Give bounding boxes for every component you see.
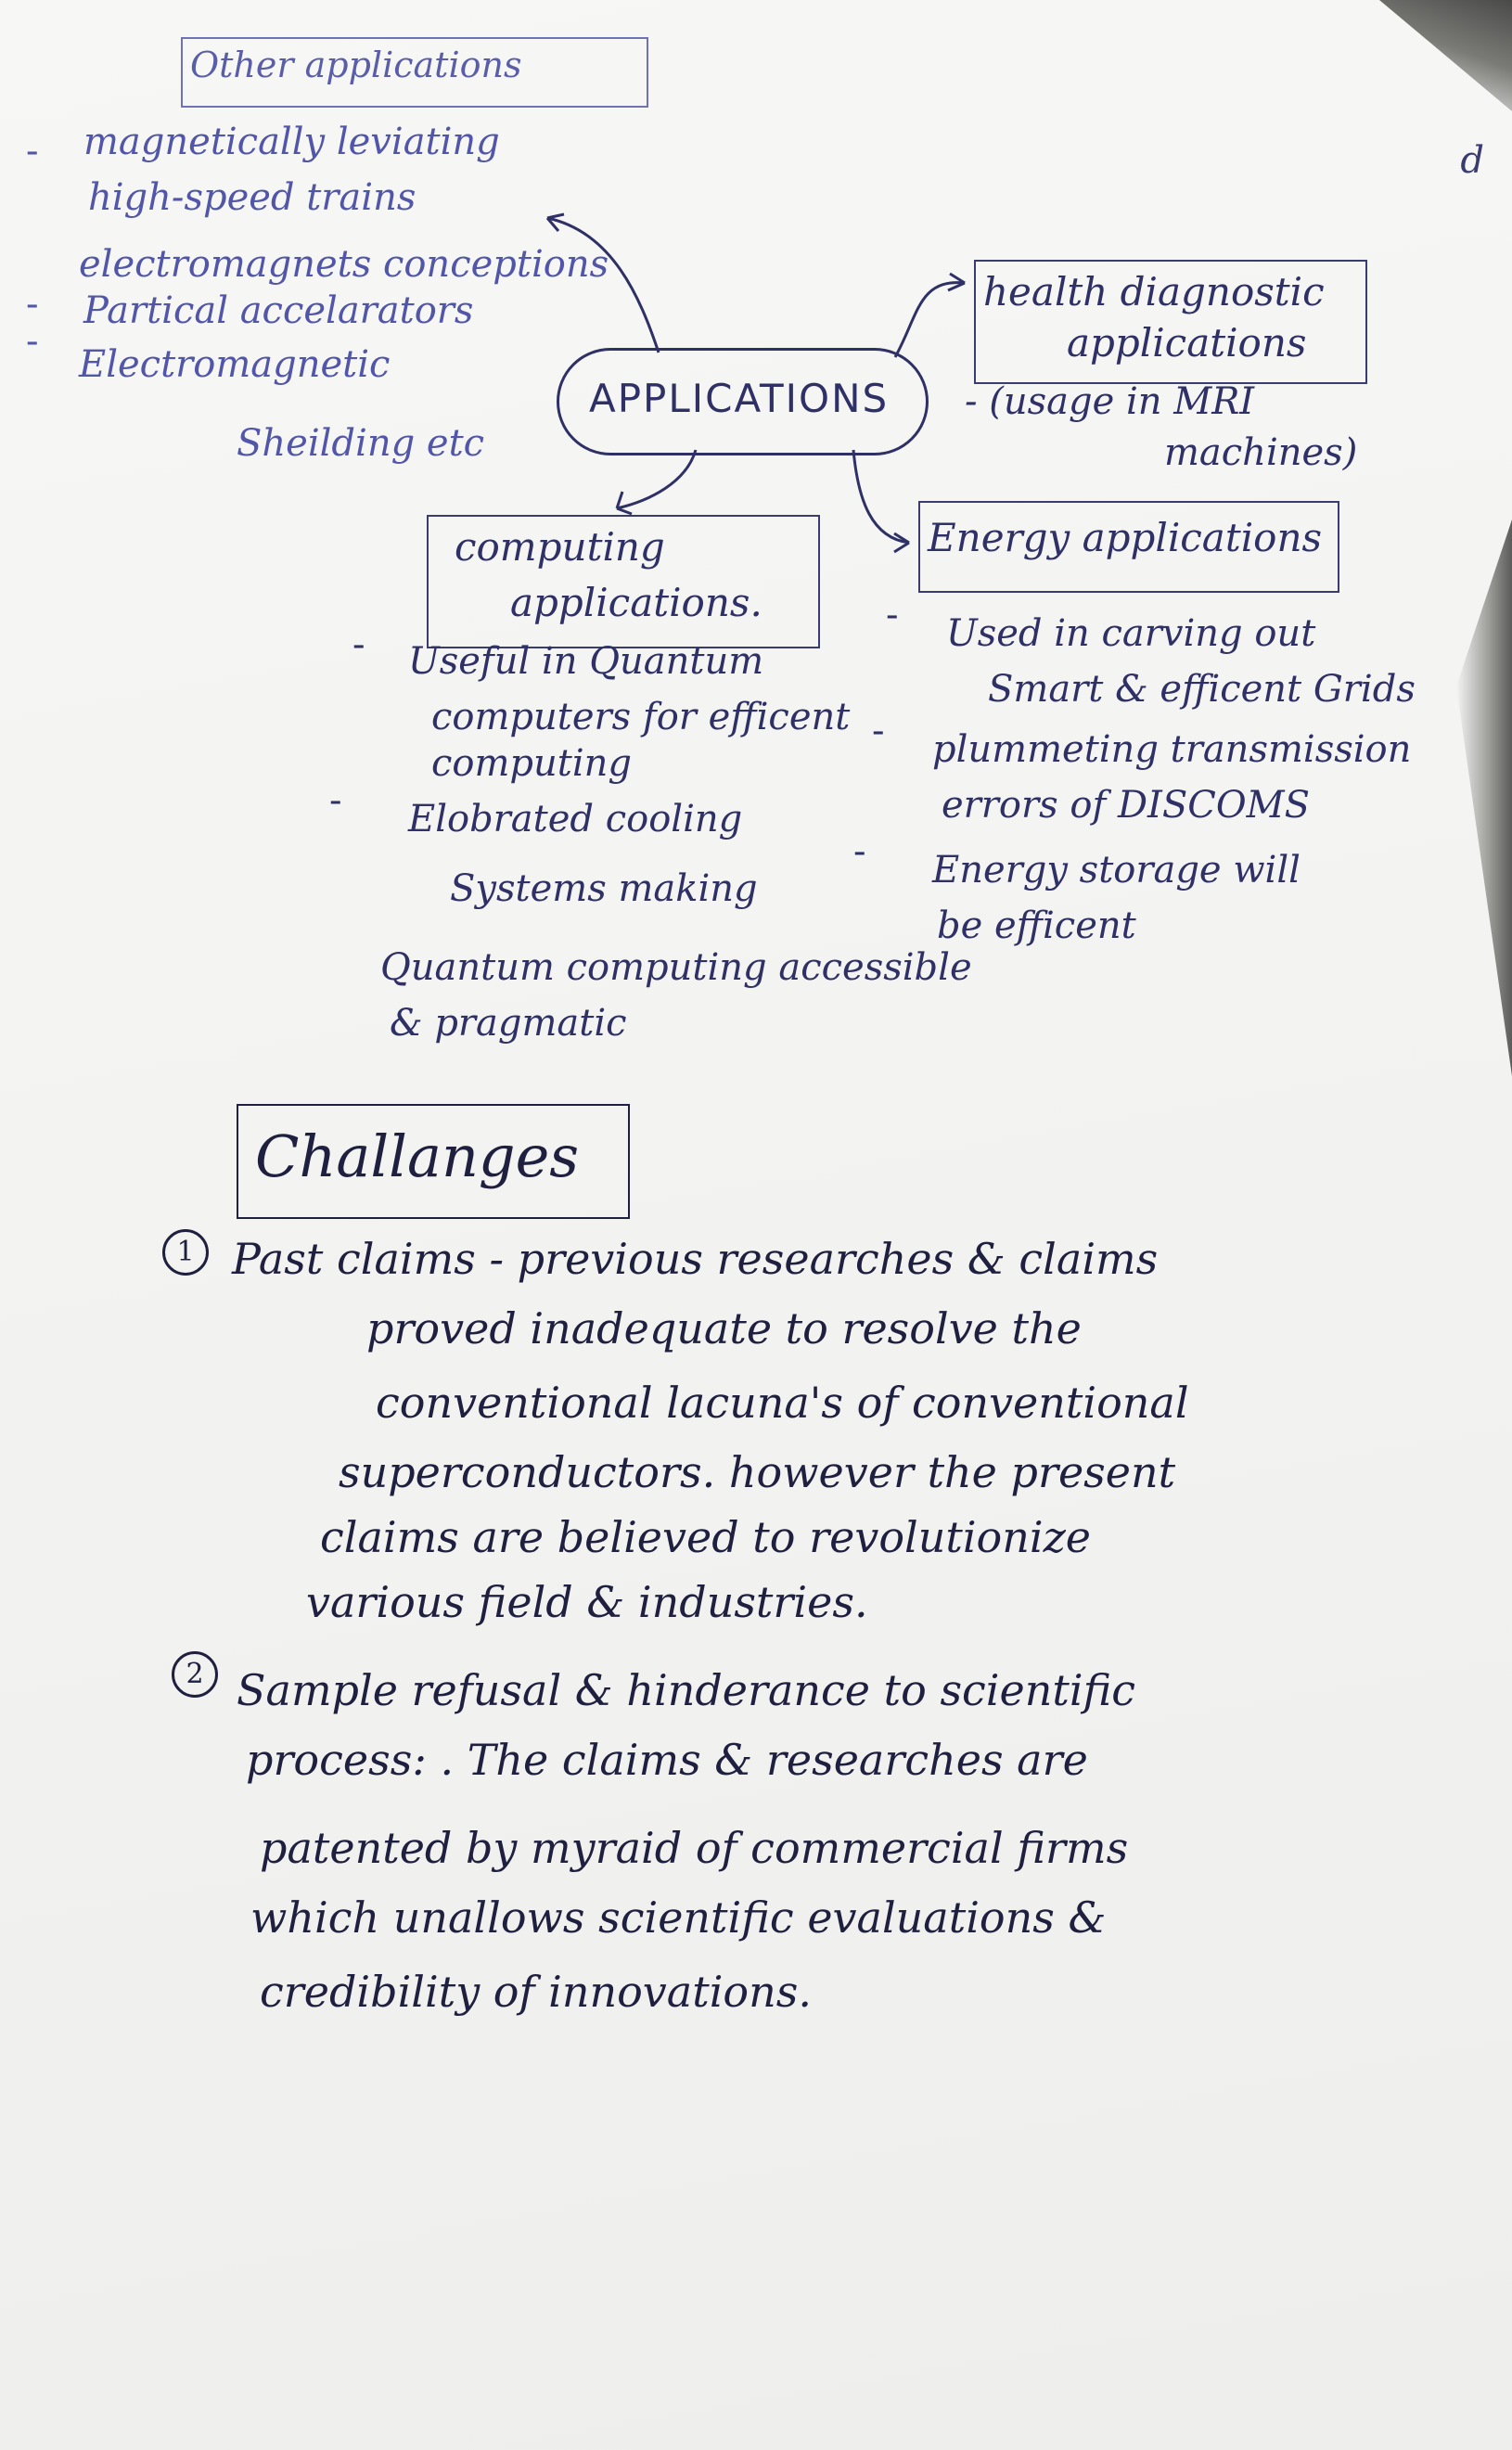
other-app-line: Sheilding etc [237, 422, 485, 465]
challenge-1-line: proved inadequate to resolve the [366, 1303, 1082, 1353]
computing-item: & pragmatic [390, 1002, 627, 1045]
bullet-dash: - [26, 320, 39, 363]
other-app-line: Partical accelarators [83, 289, 474, 332]
challenge-1-line: claims are believed to revolutionize [320, 1512, 1092, 1562]
arrow-to-energy [853, 450, 909, 543]
other-app-line: electromagnets conceptions [79, 243, 609, 286]
energy-title: Energy applications [928, 515, 1323, 560]
bullet-dash: - [26, 283, 39, 326]
computing-item: Quantum computing accessible [380, 946, 972, 989]
energy-item: plummeting transmission [932, 728, 1412, 771]
health-item: - (usage in MRI [965, 380, 1255, 423]
mindmap-arrows [0, 0, 1512, 1113]
arrow-to-computing [617, 450, 696, 508]
challenge-2-line: which unallows scientific evaluations & [250, 1892, 1107, 1943]
challenges-title: Challanges [255, 1122, 580, 1190]
computing-item: computers for efficent [431, 696, 851, 738]
health-title: health diagnostic [983, 269, 1325, 314]
computing-item: Elobrated cooling [408, 798, 743, 840]
other-app-line: magnetically leviating [83, 121, 500, 163]
arrow-to-health [895, 283, 965, 357]
arrow-to-other [547, 218, 659, 353]
computing-item: computing [431, 742, 633, 785]
bullet-dash: - [886, 594, 899, 636]
challenge-1-line: superconductors. however the present [339, 1447, 1176, 1497]
point-1-number: 1 [162, 1229, 209, 1276]
bullet-dash: - [853, 830, 866, 873]
corner-mark: d [1460, 139, 1484, 182]
computing-title: computing [455, 524, 665, 570]
other-app-line: high-speed trains [88, 176, 416, 219]
bullet-dash: - [329, 779, 342, 822]
challenge-2-line: process: . The claims & researches are [246, 1735, 1088, 1785]
computing-item: Useful in Quantum [408, 640, 764, 683]
applications-label: APPLICATIONS [589, 376, 890, 421]
challenge-2-line: credibility of innovations. [260, 1967, 812, 2017]
bullet-dash: - [352, 623, 365, 666]
energy-item: Energy storage will [932, 849, 1301, 891]
health-title: applications [1067, 320, 1307, 366]
computing-item: Systems making [450, 867, 758, 910]
challenge-2-line: Sample refusal & hinderance to scientific [237, 1665, 1136, 1715]
other-app-line: Electromagnetic [79, 343, 391, 386]
point-2-number: 2 [172, 1651, 218, 1698]
challenge-1-line: various field & industries. [306, 1577, 868, 1627]
bullet-dash: - [872, 710, 885, 752]
other-applications-title: Other applications [190, 45, 522, 85]
bullet-dash: - [26, 130, 39, 173]
energy-item: Smart & efficent Grids [988, 668, 1416, 711]
challenge-2-line: patented by myraid of commercial firms [260, 1823, 1129, 1873]
computing-title: applications. [510, 580, 762, 625]
health-item: machines) [1164, 431, 1358, 474]
energy-item: be efficent [937, 904, 1136, 947]
challenge-1-line: Past claims - previous researches & claims [232, 1234, 1159, 1284]
energy-item: Used in carving out [946, 612, 1316, 655]
energy-item: errors of DISCOMS [942, 784, 1310, 827]
challenge-1-line: conventional lacuna's of conventional [376, 1378, 1189, 1428]
